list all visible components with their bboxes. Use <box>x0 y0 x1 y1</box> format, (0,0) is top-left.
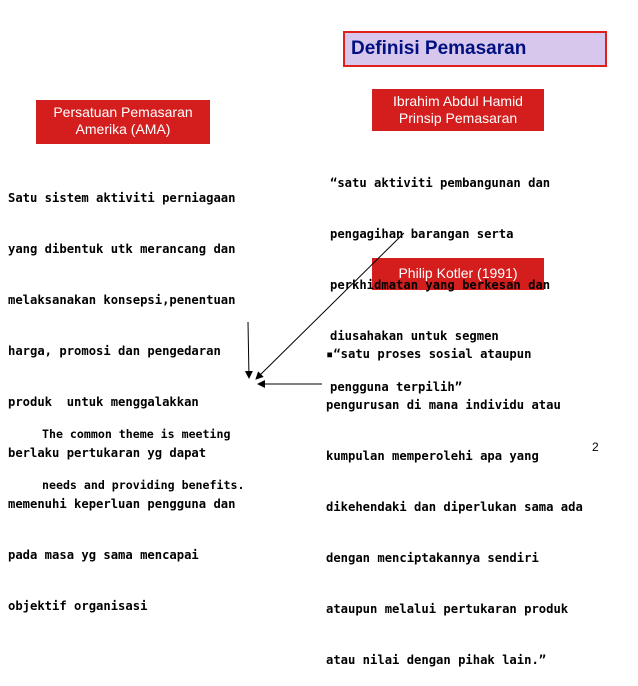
ama-line: produk untuk menggalakkan <box>8 395 199 409</box>
slide-title: Definisi Pemasaran <box>343 31 607 67</box>
ibrahim-heading-line1: Ibrahim Abdul Hamid <box>393 93 523 109</box>
ama-heading-line2: Amerika (AMA) <box>75 121 171 137</box>
ibrahim-line: perkhidmatan yang berkesan dan <box>330 278 551 292</box>
ibrahim-heading-line2: Prinsip Pemasaran <box>398 110 518 126</box>
ama-line: memenuhi keperluan pengguna dan <box>8 497 236 511</box>
ama-line: objektif organisasi <box>8 599 148 613</box>
ama-line: yang dibentuk utk merancang dan <box>8 242 236 256</box>
ama-line: harga, promosi dan pengedaran <box>8 344 221 358</box>
ama-line: pada masa yg sama mencapai <box>8 548 199 562</box>
philip-line: dikehendaki dan diperlukan sama ada <box>326 500 583 514</box>
theme-line: The common theme is meeting <box>42 427 231 441</box>
ibrahim-line: pengguna terpilih” <box>330 380 463 394</box>
philip-line: kumpulan memperolehi apa yang <box>326 449 539 463</box>
arrow-from-ama <box>248 322 249 378</box>
ama-line: berlaku pertukaran yg dapat <box>8 446 207 460</box>
ibrahim-line: “satu aktiviti pembangunan dan <box>330 176 551 190</box>
arrow-from-ibrahim <box>256 233 404 379</box>
ibrahim-line: diusahakan untuk segmen <box>330 329 499 343</box>
page-number: 2 <box>592 440 599 454</box>
philip-line: pengurusan di mana individu atau <box>326 398 561 412</box>
philip-line: dengan menciptakannya sendiri <box>326 551 539 565</box>
ama-line: melaksanakan konsepsi,penentuan <box>8 293 236 307</box>
ibrahim-line: pengagihan barangan serta <box>330 227 514 241</box>
philip-heading: Philip Kotler (1991) <box>372 258 544 290</box>
ama-heading-line1: Persatuan Pemasaran <box>53 104 193 120</box>
philip-line: ▪“satu proses sosial ataupun <box>326 347 532 361</box>
philip-line: ataupun melalui pertukaran produk <box>326 602 569 616</box>
philip-line: atau nilai dengan pihak lain.” <box>326 653 547 667</box>
theme-line: needs and providing benefits. <box>42 478 245 492</box>
ama-line: Satu sistem aktiviti perniagaan <box>8 191 236 205</box>
